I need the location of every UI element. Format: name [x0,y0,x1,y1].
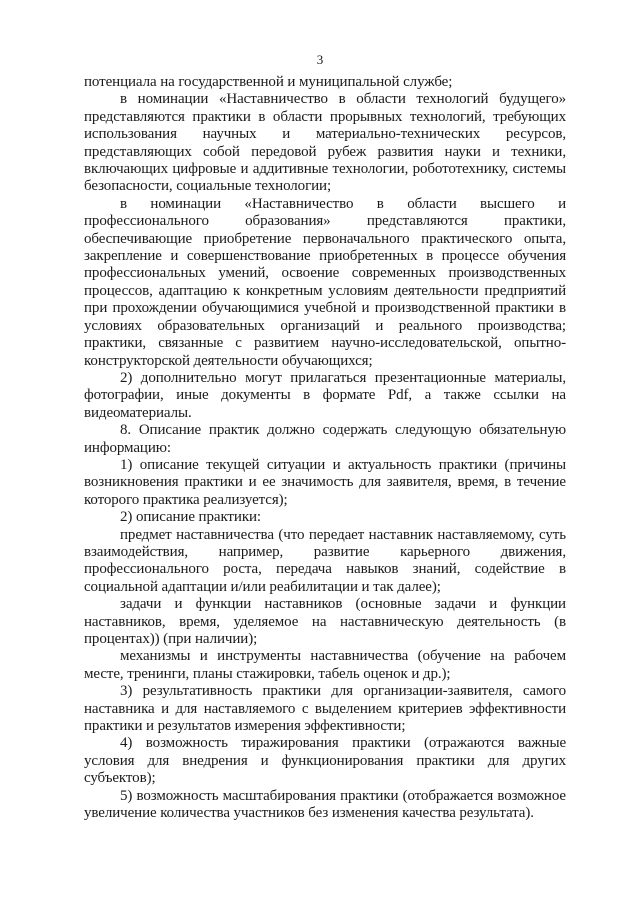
paragraph-item-5-scaling: 5) возможность масштабирования практики (отображается возможное увеличение количества участников без изменения качества результата). [84,787,566,822]
paragraph-item-3-effectiveness: 3) результативность практики для организации-заявителя, самого наставника и для наставляемого с выделением критериев эффективности практики и результатов измерения эффективности; [84,683,566,735]
paragraph-mechanisms-tools: механизмы и инструменты наставничества (обучение на рабочем месте, тренинги, планы стажировки, табель оценок и др.); [84,648,566,682]
document-body [84,74,566,822]
paragraph-section-8: 8. Описание практик должно содержать следующую обязательную информацию: [84,422,566,456]
paragraph-item-1-current-situation: 1) описание текущей ситуации и актуальность практики (причины возникновения практики и ее значимость для заявителя, время, в течение которого практика реализуется); [84,456,566,508]
paragraph-item-2-practice-description: 2) описание практики: [120,509,262,526]
paragraph-mentor-tasks: задачи и функции наставников (основные задачи и функции наставников, время, уделяемое на наставническую деятельность (в процентах)) (при наличии); [84,596,566,647]
page-number: 3 [316,52,324,67]
paragraph-nomination-future-tech: в номинации «Наставничество в области технологий будущего» представляются практики в области прорывных технологий, требующих использования научных и материально-технических ресурсов, представляющих собой передовой рубеж развития науки и техники, включающих цифровые и аддитивные технологии, робототехнику, системы безопасности, социальные технологии; [84,91,566,195]
paragraph-nomination-higher-education: в номинации «Наставничество в области высшего и профессионального образования» представляются практики, обеспечивающие приобретение первоначального практического опыта, закрепление и совершенствование приобретенных в процессе обучения профессиональных умений, освоение современных производственных процессов, адаптацию к конкретным условиям деятельности предприятий при прохождении обучающимися учебной и производственной практики в условиях образовательных организаций и реального производства; практики, связанные с развитием научно-исследовательской, опытно-конструкторской деятельности обучающихся; [84,195,566,369]
paragraph-item-2-attachments: 2) дополнительно могут прилагаться презентационные материалы, фотографии, иные документы в формате Pdf, а также ссылки на видеоматериалы. [84,369,566,421]
paragraph-subject-of-mentoring: предмет наставничества (что передает наставник наставляемому, суть взаимодействия, например, развитие карьерного движения, профессионального роста, передача навыков знаний, содействие в социальной адаптации и/или реабилитации и так далее); [84,526,566,595]
paragraph-item-4-replication: 4) возможность тиражирования практики (отражаются важные условия для внедрения и функционирования практики для других субъектов); [84,735,566,787]
paragraph-continuation: потенциала на государственной и муниципальной службе; [84,74,453,90]
